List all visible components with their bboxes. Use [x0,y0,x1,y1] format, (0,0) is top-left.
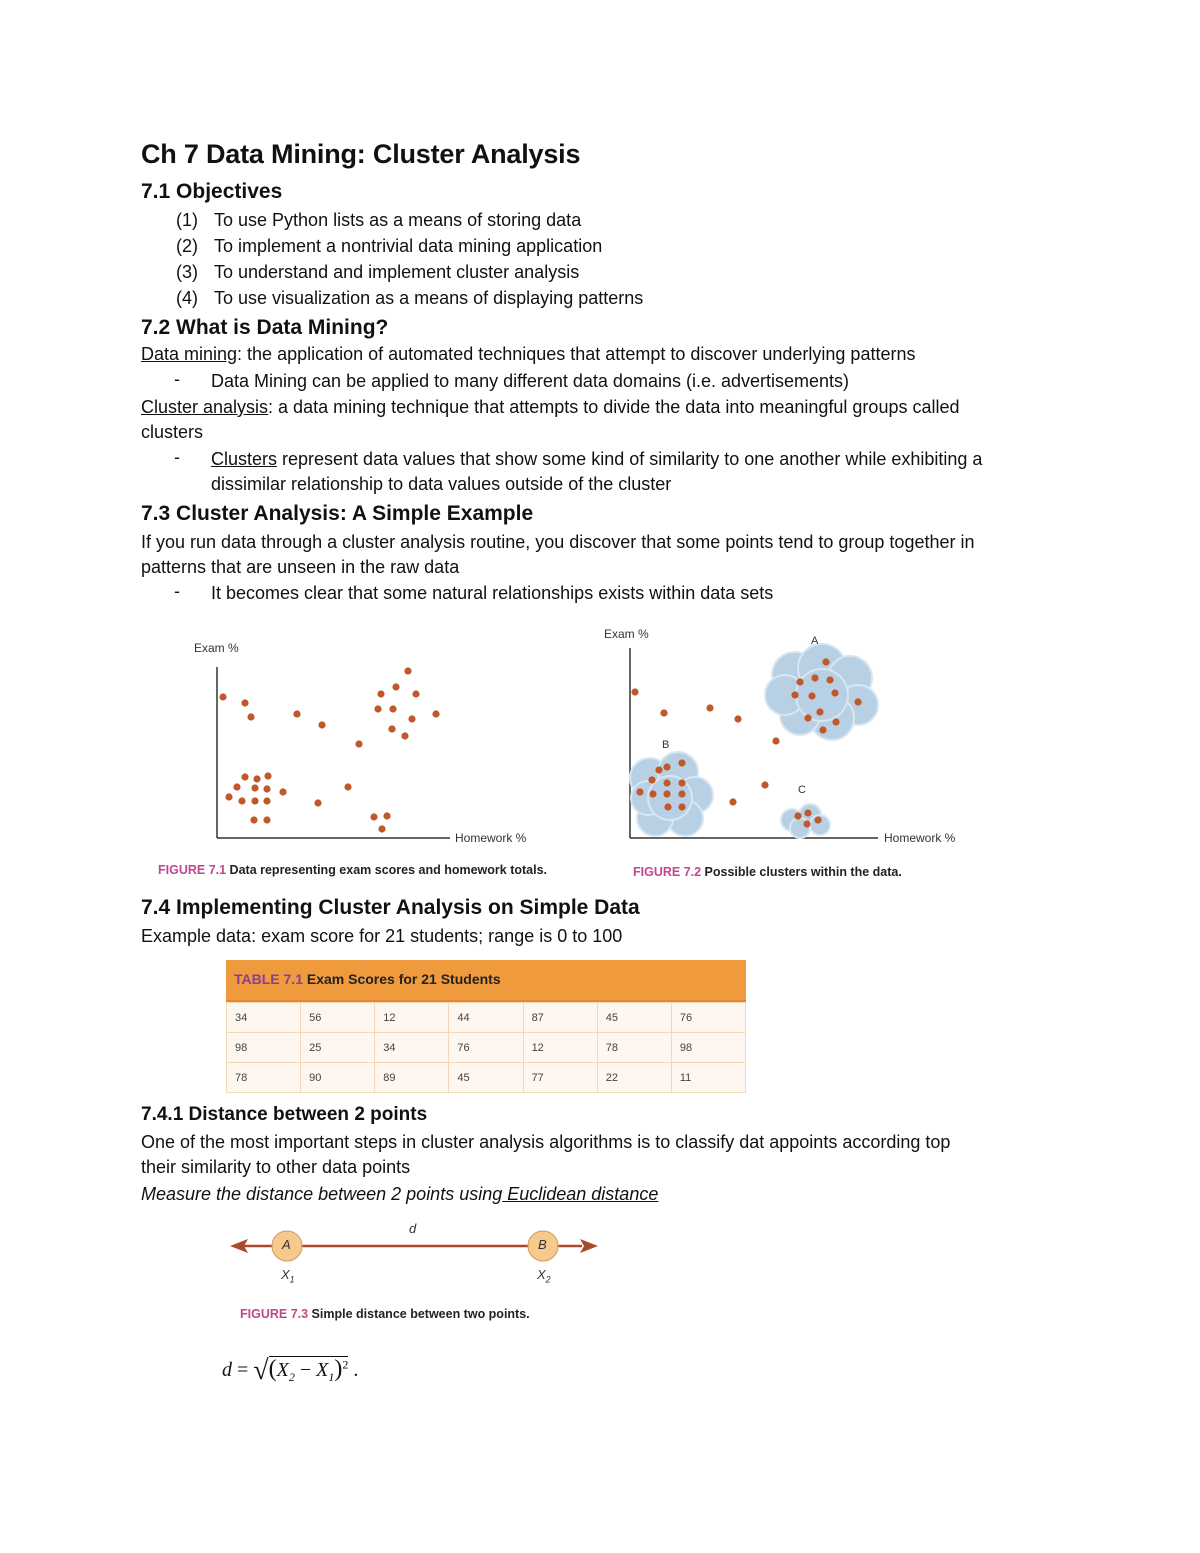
data-point [706,704,713,711]
data-point [263,797,270,804]
table-cell: 12 [375,1003,449,1033]
figure-caption [158,863,547,877]
distance-formula [222,1355,358,1387]
paragraph-continued: their similarity to other data points [141,1157,411,1177]
data-point [344,783,351,790]
data-point [401,732,408,739]
data-point [383,812,390,819]
formula-period: . [353,1359,359,1381]
objective-number: (4) [176,288,198,308]
table-title: Exam Scores for 21 Students [302,971,501,987]
table-cell: 89 [375,1063,449,1093]
data-point [251,797,258,804]
data-point [761,781,768,788]
table-cell: 77 [523,1063,597,1093]
data-point [408,715,415,722]
definition-text: : the application of automated techniques that attempt to discover underlying patterns [237,344,916,364]
data-point [729,798,736,805]
formula-x2-sub: 2 [288,1370,295,1384]
table-cell: 45 [449,1063,523,1093]
x-axis-label: Homework % [884,831,956,845]
bullet-dash: - [174,447,180,467]
data-point [649,790,656,797]
paragraph: Example data: exam score for 21 students; range is 0 to 100 [141,926,623,946]
cluster-plot-svg [600,620,1020,885]
data-point [314,799,321,806]
data-point [412,690,419,697]
data-point [804,714,811,721]
paragraph-continued: patterns that are unseen in the raw data [141,557,460,577]
data-point [808,692,815,699]
data-point [803,820,810,827]
data-point [241,773,248,780]
table-row [227,1063,746,1093]
section-7-4-1-heading: 7.4.1 Distance between 2 points [141,1104,428,1125]
objective-text: To use visualization as a means of displaying patterns [214,288,644,308]
data-point [655,766,662,773]
table-cell: 98 [671,1033,745,1063]
table-cell: 56 [301,1003,375,1033]
figure-caption [633,865,902,879]
data-mining-definition [141,342,915,367]
data-point [663,790,670,797]
paragraph: If you run data through a cluster analysis routine, you discover that some points tend to group together in [141,532,975,552]
data-point [279,788,286,795]
table-cell: 87 [523,1003,597,1033]
formula-radicand [268,1356,349,1384]
objective-text: To understand and implement cluster analysis [214,262,580,282]
table-cell: 25 [301,1033,375,1063]
bullet-text-part: represent data values that show some kind of similarity to one another while exhibiting a [277,449,983,469]
data-point [377,690,384,697]
table-cell: 12 [523,1033,597,1063]
data-point [355,740,362,747]
data-point [219,693,226,700]
objective-number: (2) [176,236,198,256]
data-point [663,779,670,786]
objective-item [176,286,643,311]
x2-letter: X [537,1267,546,1282]
table-row [227,1003,746,1033]
data-points [219,667,439,832]
point-b-label: B [538,1237,547,1252]
figure-caption [240,1307,530,1321]
distance-diagram-svg [220,1215,620,1295]
definition-text: : a data mining technique that attempts to divide the data into meaningful groups called [268,397,960,417]
data-point [374,705,381,712]
close-paren: ) [334,1356,343,1382]
table-cell: 76 [671,1003,745,1033]
caption-label: FIGURE 7.2 [633,865,702,879]
formula-lhs: d [222,1359,232,1381]
data-point [854,698,861,705]
data-point [225,793,232,800]
caption-text: Data representing exam scores and homework totals. [226,863,548,877]
bullet-text [211,447,982,472]
table-cell: 98 [227,1033,301,1063]
data-point [678,779,685,786]
x1-subscript: 1 [289,1274,295,1285]
data-point [811,674,818,681]
table-cell: 76 [449,1033,523,1063]
caption-label: FIGURE 7.3 [240,1307,309,1321]
x2-subscript: 2 [545,1274,551,1285]
formula-exponent: 2 [342,1357,349,1372]
objective-number: (3) [176,262,198,282]
section-7-2-heading: 7.2 What is Data Mining? [141,316,389,339]
data-point [791,691,798,698]
x2-label [537,1267,551,1285]
bullet-text: Data Mining can be applied to many different data domains (i.e. advertisements) [211,371,850,391]
page-title: Ch 7 Data Mining: Cluster Analysis [141,139,581,169]
data-point [819,726,826,733]
section-7-4-heading: 7.4 Implementing Cluster Analysis on Simple Data [141,896,640,919]
objective-text: To implement a nontrivial data mining application [214,236,603,256]
data-point [663,763,670,770]
bullet-dash: - [174,581,180,601]
bullet-text: It becomes clear that some natural relationships exists within data sets [211,583,774,603]
data-point [293,710,300,717]
data-point [831,689,838,696]
data-point [734,715,741,722]
table-cell: 78 [597,1033,671,1063]
table-cell: 78 [227,1063,301,1093]
table-cell: 34 [375,1033,449,1063]
formula-minus: − [299,1359,312,1381]
table-cell: 22 [597,1063,671,1093]
objective-item [176,260,579,285]
data-point [264,772,271,779]
data-point [251,784,258,791]
data-point [263,785,270,792]
paragraph: One of the most important steps in cluster analysis algorithms is to classify dat appoints according top [141,1132,951,1152]
data-point [678,790,685,797]
sqrt-icon: √ [253,1355,269,1386]
data-point [822,658,829,665]
definition-continued: clusters [141,422,204,442]
cluster-analysis-definition [141,395,960,420]
data-point [250,816,257,823]
data-point [432,710,439,717]
data-point [233,783,240,790]
distance-label: d [409,1221,417,1236]
sentence-text: Measure the distance between 2 points using [141,1184,503,1204]
caption-label: FIGURE 7.1 [158,863,227,877]
data-point [247,713,254,720]
term-data-mining: Data mining [141,344,238,364]
section-7-1-heading: 7.1 Objectives [141,180,283,203]
data-point [253,775,260,782]
formula-x1: X [316,1359,329,1381]
data-point [378,825,385,832]
caption-text: Possible clusters within the data. [701,865,902,879]
right-arrowhead [580,1239,598,1253]
data-point [370,813,377,820]
data-point [794,812,801,819]
data-point [816,708,823,715]
section-7-3-heading: 7.3 Cluster Analysis: A Simple Example [141,502,534,525]
figure-7-2 [600,620,1020,885]
bullet-dash: - [174,369,180,389]
formula-x2: X [276,1359,289,1381]
caption-text: Simple distance between two points. [308,1307,530,1321]
objective-text: To use Python lists as a means of storing data [214,210,582,230]
figure-7-3 [220,1215,620,1330]
y-axis-label: Exam % [194,641,239,655]
objective-item [176,208,581,233]
y-axis-label: Exam % [604,627,649,641]
data-point [832,718,839,725]
data-point [678,759,685,766]
formula-equals: = [237,1359,249,1381]
bullet-text-continued: dissimilar relationship to data values outside of the cluster [211,474,672,494]
formula-x1-sub: 1 [328,1370,335,1384]
data-point [664,803,671,810]
table-row [227,1033,746,1063]
data-point [404,667,411,674]
cluster-b-label: B [662,739,670,751]
table-cell: 90 [301,1063,375,1093]
term-clusters: Clusters [211,449,278,469]
table-cell: 45 [597,1003,671,1033]
data-point [631,688,638,695]
data-point [238,797,245,804]
data-point [318,721,325,728]
data-point [263,816,270,823]
table-header [226,960,746,1002]
table-body [226,1002,746,1093]
euclidean-distance-link: Euclidean distance [502,1184,659,1204]
open-paren: ( [268,1356,277,1382]
data-point [648,776,655,783]
cluster-a-cloud [765,644,878,740]
term-cluster-analysis: Cluster analysis [141,397,269,417]
exam-scores-table [226,960,746,1093]
cluster-a-label: A [811,635,819,647]
data-point [636,788,643,795]
data-point [389,705,396,712]
table-label: TABLE 7.1 [234,971,303,987]
x1-letter: X [281,1267,290,1282]
data-point [804,809,811,816]
cluster-c-label: C [798,784,806,796]
data-point [241,699,248,706]
euclidean-sentence [141,1182,658,1207]
data-point [660,709,667,716]
data-point [796,678,803,685]
data-point [678,803,685,810]
data-point [392,683,399,690]
table-cell: 34 [227,1003,301,1033]
data-point [826,676,833,683]
objective-item [176,234,602,259]
point-a-label: A [282,1237,291,1252]
data-point [388,725,395,732]
table-cell: 11 [671,1063,745,1093]
figure-7-1 [150,630,570,880]
data-point [772,737,779,744]
table-cell: 44 [449,1003,523,1033]
objective-number: (1) [176,210,198,230]
x1-label [281,1267,295,1285]
x-axis-label: Homework % [455,831,527,845]
data-point [814,816,821,823]
